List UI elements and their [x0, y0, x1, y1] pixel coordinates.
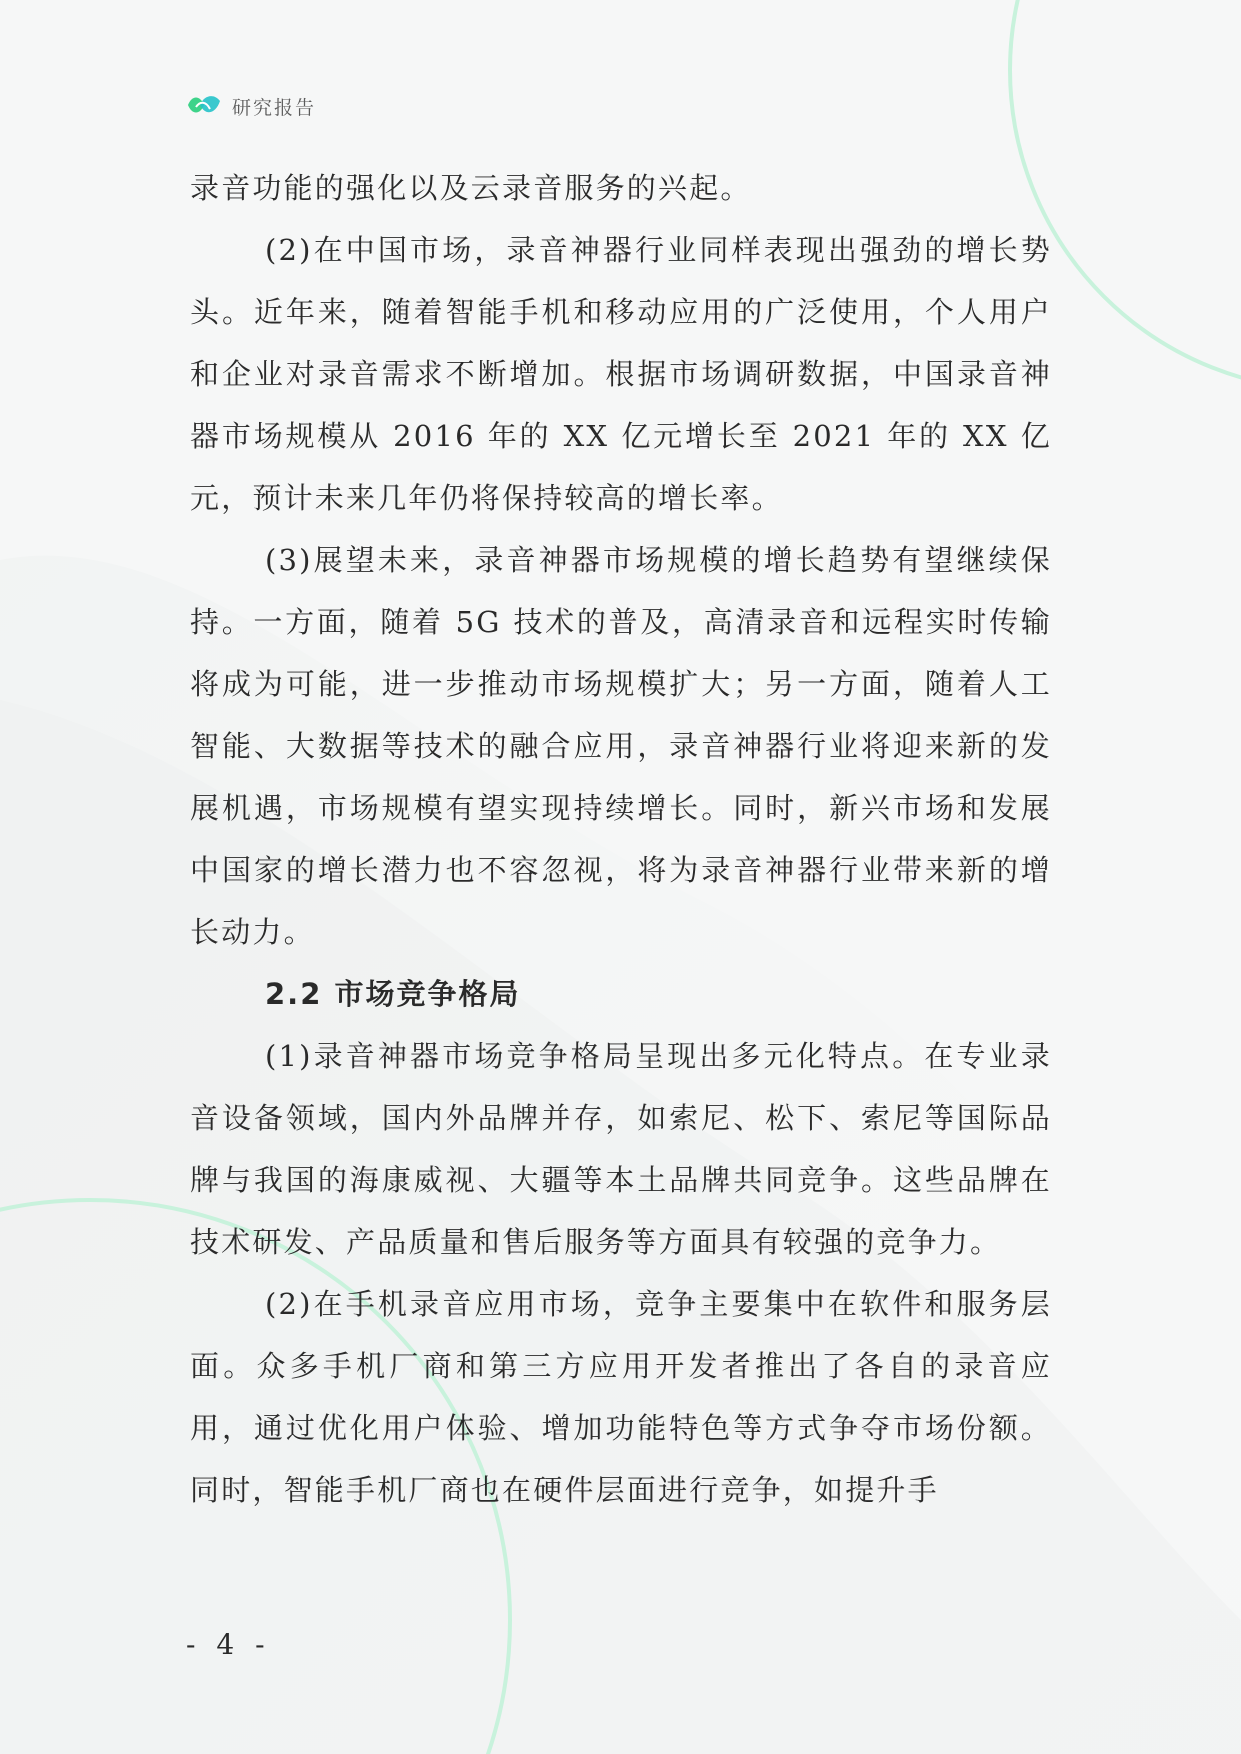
paragraph-continuation: 录音功能的强化以及云录音服务的兴起。 [190, 171, 752, 205]
paragraph-competition-2: (2)在手机录音应用市场，竞争主要集中在软件和服务层面。众多手机厂商和第三方应用开发者推出了各自的录音应用，通过优化用户体验、增加功能特色等方式争夺市场份额。同时，智能手机厂商也在硬件层面进行竞争，如提升手 [190, 1287, 1052, 1507]
header-title: 研究报告 [232, 96, 317, 119]
report-header [186, 88, 316, 124]
paragraph-outlook: (3)展望未来，录音神器市场规模的增长趋势有望继续保持。一方面，随着 5G 技术的普及，高清录音和远程实时传输将成为可能，进一步推动市场规模扩大；另一方面，随着人工智能、大数据等技术的融合应用，录音神器行业将迎来新的发展机遇，市场规模有望实现持续增长。同时，新兴市场和发展中国家的增长潜力也不容忽视，将为录音神器行业带来新的增长动力。 [190, 543, 1052, 949]
page-number: - 4 - [186, 1628, 271, 1661]
report-body [190, 157, 1052, 1521]
brand-leaf-logo-icon [186, 91, 222, 121]
paragraph-competition-1: (1)录音神器市场竞争格局呈现出多元化特点。在专业录音设备领域，国内外品牌并存，如索尼、松下、索尼等国际品牌与我国的海康威视、大疆等本土品牌共同竞争。这些品牌在技术研发、产品质量和售后服务等方面具有较强的竞争力。 [190, 1039, 1052, 1259]
paragraph-china-market: (2)在中国市场，录音神器行业同样表现出强劲的增长势头。近年来，随着智能手机和移动应用的广泛使用，个人用户和企业对录音需求不断增加。根据市场调研数据，中国录音神器市场规模从 2016 年的 XX 亿元增长至 2021 年的 XX 亿元，预计未来几年仍将保持较高的增长率。 [190, 233, 1052, 515]
section-heading: 2.2 市场竞争格局 [265, 977, 521, 1011]
